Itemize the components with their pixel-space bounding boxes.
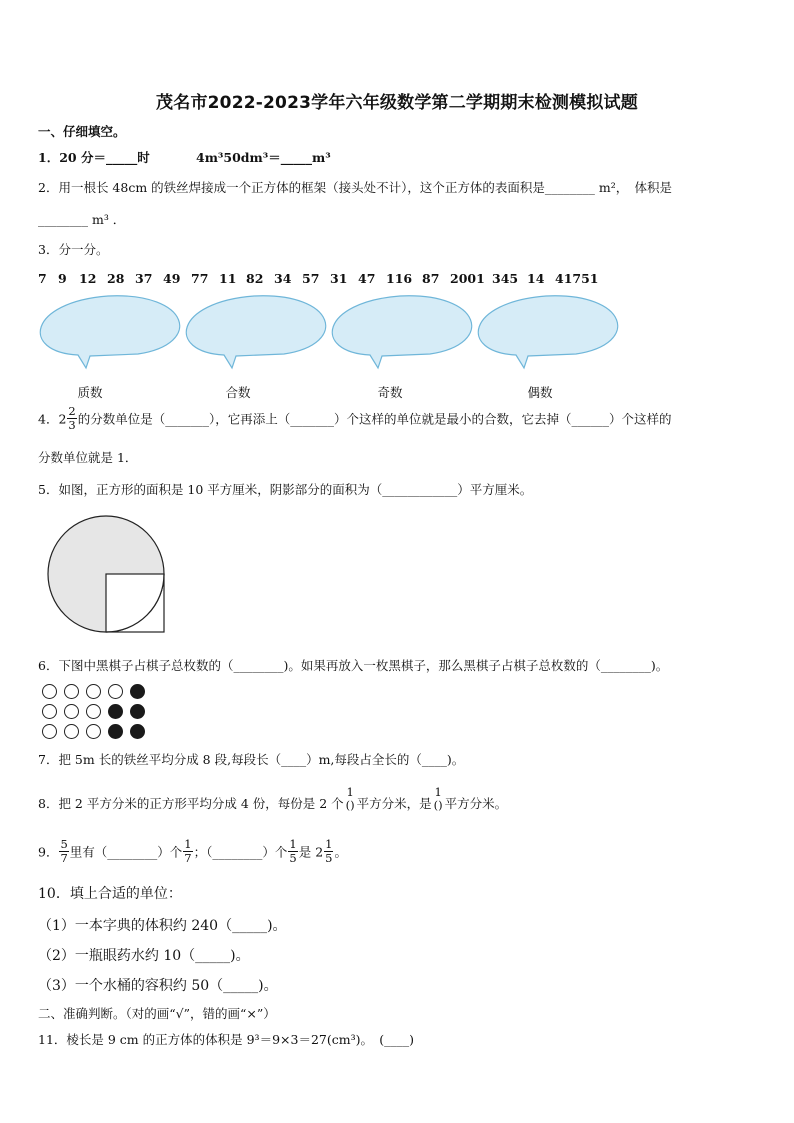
fraction — [183, 838, 192, 865]
question-1-part-a: 1．20 分＝_____时 — [38, 150, 150, 165]
fraction-numerator: 1 — [184, 837, 192, 851]
white-chess-piece — [64, 724, 79, 739]
question-10-item-3: （3）一个水桶的容积约 50（_____)。 — [38, 978, 278, 994]
question-8-part-1: 8．把 2 平方分米的正方形平均分成 4 份，每份是 2 个 — [38, 796, 344, 811]
number-item: 37 — [135, 271, 153, 286]
fraction-numerator: 2 — [68, 404, 76, 418]
black-chess-piece — [108, 724, 123, 739]
black-chess-piece — [130, 684, 145, 699]
category-label-prime: 质数 — [77, 385, 103, 400]
category-label-even: 偶数 — [527, 385, 553, 400]
fraction — [324, 838, 333, 865]
speech-bubbles — [0, 290, 794, 370]
question-10-item-1: （1）一本字典的体积约 240（_____)。 — [38, 918, 287, 934]
section-2-heading: 二、准确判断。（对的画“√”，错的画“×”） — [38, 1006, 276, 1021]
fraction-denominator: 7 — [184, 851, 192, 865]
fraction-numerator: 5 — [60, 837, 68, 851]
speech-bubble — [478, 296, 617, 368]
fraction-denominator: 7 — [60, 851, 68, 865]
fraction-denominator: 3 — [68, 418, 76, 432]
speech-bubble — [186, 296, 325, 368]
number-item: 49 — [163, 271, 181, 286]
number-item: 57 — [302, 271, 320, 286]
fraction — [59, 838, 68, 865]
white-chess-piece — [64, 704, 79, 719]
question-8-part-2: 平方分米，是 — [356, 796, 432, 811]
question-8-line — [38, 786, 507, 812]
number-item: 31 — [330, 271, 348, 286]
white-chess-piece — [86, 724, 101, 739]
fraction-unknown — [433, 786, 444, 812]
number-item: 2001 — [450, 271, 485, 286]
question-11-text: 11．棱长是 9 cm 的正方体的体积是 9³＝9×3＝27(cm³)。 (____) — [38, 1032, 414, 1047]
speech-bubble — [40, 296, 179, 368]
number-item: 12 — [79, 271, 97, 286]
mixed-fraction — [67, 405, 76, 432]
number-item: 34 — [274, 271, 292, 286]
question-7-text: 7．把 5m 长的铁丝平均分成 8 段,每段长（____）m,每段占全长的（____)。 — [38, 752, 465, 767]
white-chess-piece — [108, 684, 123, 699]
question-10-text: 10．填上合适的单位： — [38, 886, 182, 902]
fraction-numerator: 1 — [289, 837, 297, 851]
number-item: 47 — [358, 271, 376, 286]
fraction-denominator: () — [345, 798, 355, 812]
black-chess-piece — [108, 704, 123, 719]
unshaded-quarter — [106, 574, 164, 632]
question-8-part-3: 平方分米。 — [444, 796, 508, 811]
question-9-label: 9． — [38, 844, 59, 860]
question-4-rest: 的分数单位是（_______），它再添上（_______）个这样的单位就是最小的合数，它去掉（______）个这样的 — [77, 411, 672, 427]
number-item: 41751 — [555, 271, 599, 286]
question-2-line-2: ________ m³ ． — [38, 212, 126, 227]
white-chess-piece — [42, 684, 57, 699]
white-chess-piece — [86, 704, 101, 719]
number-item: 9 — [58, 271, 67, 286]
question-4-line-1 — [38, 405, 672, 432]
question-9-text-4: 。 — [334, 844, 347, 860]
fraction-denominator: 5 — [289, 851, 297, 865]
chess-pieces-grid — [42, 684, 162, 744]
black-chess-piece — [130, 724, 145, 739]
question-5-text: 5．如图，正方形的面积是 10 平方厘米，阴影部分的面积为（____________）平方厘米。 — [38, 482, 533, 497]
number-item: 345 — [492, 271, 519, 286]
fraction-denominator: () — [433, 798, 443, 812]
fraction-unknown — [345, 786, 356, 812]
number-item: 14 — [527, 271, 545, 286]
number-item: 116 — [386, 271, 413, 286]
white-chess-piece — [64, 684, 79, 699]
speech-bubble — [332, 296, 471, 368]
fraction-numerator: 1 — [434, 785, 442, 799]
number-item: 7 — [38, 271, 47, 286]
number-item: 87 — [422, 271, 440, 286]
question-6-text: 6．下图中黑棋子占棋子总枚数的（________)。如果再放入一枚黑棋子，那么黑棋子占棋子总枚数的（________)。 — [38, 658, 669, 673]
number-item: 82 — [246, 271, 264, 286]
question-1-part-b: 4m³50dm³＝_____m³ — [196, 150, 331, 165]
number-item: 28 — [107, 271, 125, 286]
category-label-odd: 奇数 — [377, 385, 403, 400]
question-9-text-3: 是 2 — [298, 844, 324, 860]
fraction — [288, 838, 297, 865]
white-chess-piece — [86, 684, 101, 699]
question-9-text-1: 里有（________）个 — [69, 844, 183, 860]
fraction-numerator: 1 — [325, 837, 333, 851]
category-label-composite: 合数 — [225, 385, 251, 400]
question-2-line-1: 2．用一根长 48cm 的铁丝焊接成一个正方体的框架（接头处不计），这个正方体的表面积是________ m²， 体积是 — [38, 180, 672, 195]
fraction-numerator: 1 — [346, 785, 354, 799]
page-title: 茂名市2022-2023学年六年级数学第二学期期末检测模拟试题 — [156, 93, 638, 113]
question-10-item-2: （2）一瓶眼药水约 10（_____)。 — [38, 948, 250, 964]
number-item: 77 — [191, 271, 209, 286]
white-chess-piece — [42, 724, 57, 739]
number-item: 11 — [219, 271, 237, 286]
circle-square-figure — [40, 515, 170, 640]
question-9-line — [38, 838, 347, 865]
question-3-text: 3．分一分。 — [38, 242, 109, 257]
section-1-heading: 一、仔细填空。 — [38, 124, 126, 139]
question-4-prefix: 4．2 — [38, 411, 67, 427]
question-9-text-2: ；（________）个 — [193, 844, 288, 860]
white-chess-piece — [42, 704, 57, 719]
fraction-denominator: 5 — [325, 851, 333, 865]
black-chess-piece — [130, 704, 145, 719]
question-4-line-2: 分数单位就是 1． — [38, 450, 138, 465]
